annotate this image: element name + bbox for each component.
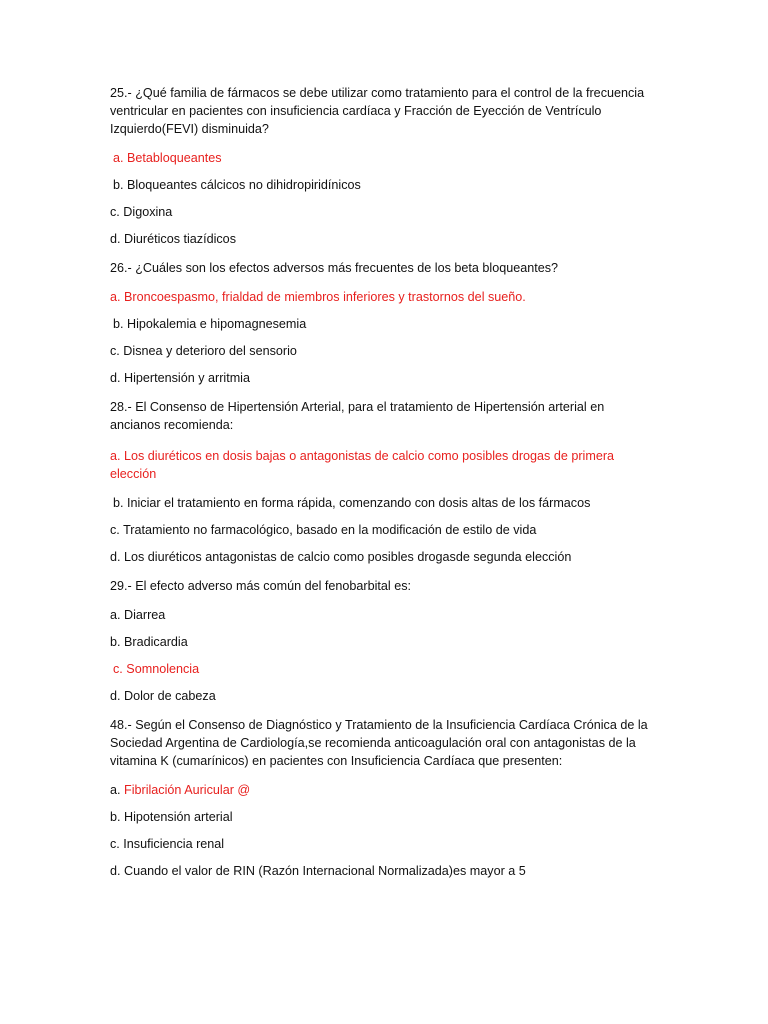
option-29-b: b. Bradicardia: [110, 635, 188, 649]
option-26-d: d. Hipertensión y arritmia: [110, 371, 250, 385]
option-48-a: [110, 783, 658, 797]
question-48: 48.- Según el Consenso de Diagnóstico y Tratamiento de la Insuficiencia Cardíaca Crónica de la Sociedad Argentina de Cardiología,se recomienda anticoagulación oral con antagonistas de la vitamina K (cumarínicos) en pacientes con Insuficiencia Cardíaca que presenten:: [110, 718, 648, 768]
option-28-d: d. Los diuréticos antagonistas de calcio como posibles drogasde segunda elección: [110, 550, 572, 564]
option-48-b: b. Hipotensión arterial: [110, 810, 233, 824]
option-25-a-correct: a. Betabloqueantes: [113, 151, 222, 165]
option-28-a-correct: a. Los diuréticos en dosis bajas o antagonistas de calcio como posibles drogas de primera elección: [110, 449, 615, 481]
option-48-c: c. Insuficiencia renal: [110, 837, 225, 851]
option-48-a-correct-text: Fibrilación Auricular @: [124, 783, 251, 797]
question-28: 28.- El Consenso de Hipertensión Arterial, para el tratamiento de Hipertensión arterial en ancianos recomienda:: [110, 400, 605, 432]
option-26-a-correct: a. Broncoespasmo, frialdad de miembros inferiores y trastornos del sueño.: [110, 290, 526, 304]
option-29-a: a. Diarrea: [110, 608, 166, 622]
option-25-d: d. Diuréticos tiazídicos: [110, 232, 236, 246]
quiz-content: [110, 84, 658, 891]
option-29-c-correct: c. Somnolencia: [113, 662, 200, 676]
question-25: 25.- ¿Qué familia de fármacos se debe utilizar como tratamiento para el control de la frecuencia ventricular en pacientes con insuficiencia cardíaca y Fracción de Eyección de Ventrículo Izquierdo(FEVI) disminuida?: [110, 86, 645, 136]
option-28-c: c. Tratamiento no farmacológico, basado en la modificación de estilo de vida: [110, 523, 537, 537]
option-25-b: b. Bloqueantes cálcicos no dihidropiridínicos: [113, 178, 361, 192]
option-28-b: b. Iniciar el tratamiento en forma rápida, comenzando con dosis altas de los fármacos: [113, 496, 591, 510]
option-25-c: c. Digoxina: [110, 205, 173, 219]
option-48-a-prefix: a.: [110, 783, 125, 797]
question-26: 26.- ¿Cuáles son los efectos adversos más frecuentes de los beta bloqueantes?: [110, 261, 559, 275]
option-26-c: c. Disnea y deterioro del sensorio: [110, 344, 297, 358]
option-48-d: d. Cuando el valor de RIN (Razón Internacional Normalizada)es mayor a 5: [110, 864, 526, 878]
option-29-d: d. Dolor de cabeza: [110, 689, 216, 703]
question-29: 29.- El efecto adverso más común del fenobarbital es:: [110, 579, 412, 593]
option-26-b: b. Hipokalemia e hipomagnesemia: [113, 317, 307, 331]
